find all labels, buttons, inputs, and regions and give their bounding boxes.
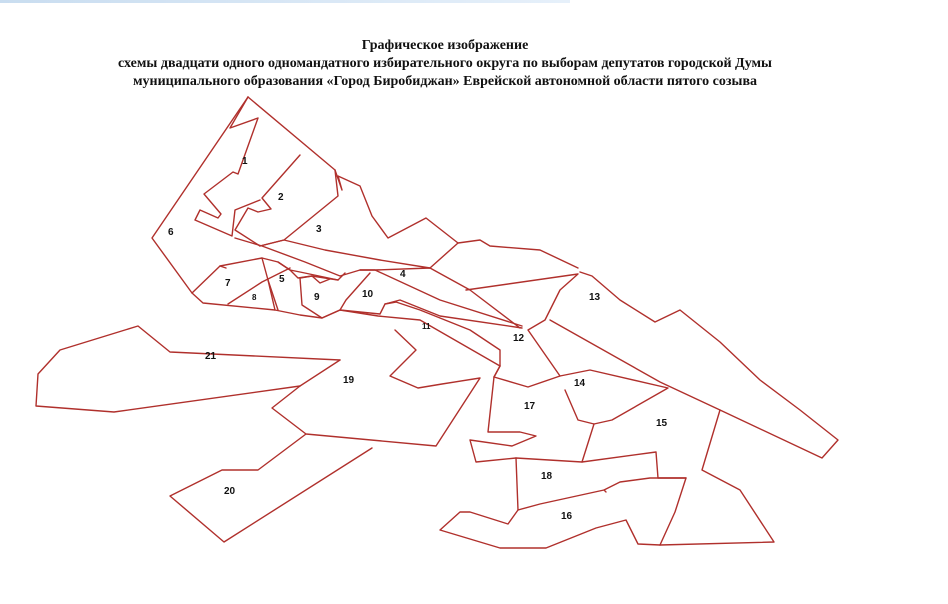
district-label-16: 16: [561, 511, 573, 522]
district-label-7: 7: [225, 278, 231, 289]
district-6-boundary: [152, 97, 500, 377]
district-label-2: 2: [278, 192, 284, 203]
district-label-18: 18: [541, 471, 553, 482]
district-label-19: 19: [343, 375, 355, 386]
district-label-9: 9: [314, 292, 320, 303]
district-label-3: 3: [316, 224, 322, 235]
district-12-boundary: [466, 274, 578, 387]
district-label-1: 1: [242, 156, 248, 167]
district-2-boundary: [235, 155, 338, 246]
title-line-1: Графическое изображение: [361, 38, 529, 53]
district-20-boundary: [170, 434, 372, 542]
district-label-17: 17: [524, 401, 536, 412]
title-line-2: схемы двадцати одного одномандатного избирательного округа по выборам депутатов городской Думы: [118, 56, 772, 71]
district-label-8: 8: [252, 293, 257, 302]
district-label-10: 10: [362, 289, 374, 300]
district-17-boundary: [470, 366, 582, 462]
district-21-boundary: [36, 326, 340, 412]
district-label-21: 21: [205, 351, 217, 362]
district-19-boundary: [272, 330, 480, 446]
district-label-20: 20: [224, 486, 236, 497]
district-label-5: 5: [279, 274, 285, 285]
district-label-12: 12: [513, 333, 525, 344]
district-label-14: 14: [574, 378, 586, 389]
district-label-15: 15: [656, 418, 668, 429]
district-label-13: 13: [589, 292, 601, 303]
district-5-boundary: [268, 262, 345, 310]
district-label-11: 11: [422, 322, 431, 331]
district-1-boundary: [195, 97, 260, 236]
district-label-6: 6: [168, 227, 174, 238]
district-label-4: 4: [400, 269, 406, 280]
title-line-3: муниципального образования «Город Биробиджан» Еврейской автономной области пятого созыва: [132, 74, 758, 89]
district-16-boundary: [440, 510, 660, 548]
district-18-boundary: [516, 458, 686, 510]
